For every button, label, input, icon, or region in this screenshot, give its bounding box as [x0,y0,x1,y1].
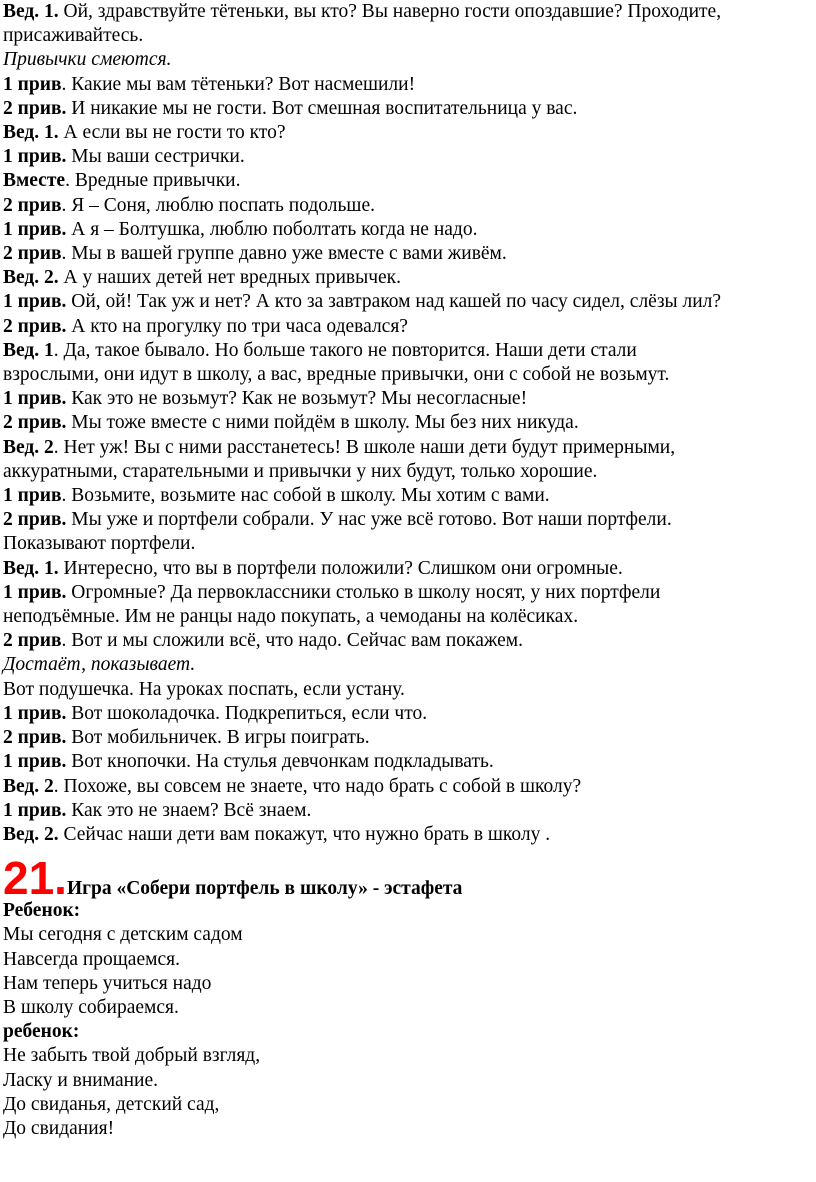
dialogue-line [3,750,813,774]
dialogue-line [3,653,813,677]
speaker-label: 1 прив. [3,581,67,603]
dialogue-text: Мы уже и портфели собрали. У нас уже всё готово. Вот наши портфели. [66,509,672,531]
speaker-label: 2 прив. [3,509,67,531]
dialogue-line [3,97,813,121]
speaker-label: 1 прив. [3,751,67,773]
dialogue-line [3,581,813,605]
dialogue-text: А если вы не гости то кто? [58,122,286,144]
dialogue-text: взрослыми, они идут в школу, а вас, вредные привычки, они с собой не возьмут. [3,364,670,386]
speaker-label: 1 прив [3,73,62,95]
dialogue-text: . Вот и мы сложили всё, что надо. Сейчас вам покажем. [61,630,523,652]
poem-line: До свидания! [3,1117,115,1139]
speaker-label: Вед. 2 [3,775,54,797]
poem-line: Навсегда прощаемся. [3,948,180,970]
section-number: 21. [3,852,67,905]
speaker-label: 1 прив. [3,146,67,168]
dialogue-text: Как это не знаем? Всё знаем. [66,799,312,821]
dialogue-text: А я – Болтушка, люблю поболтать когда не надо. [66,218,478,240]
speaker-label: Вед. 2. [3,267,59,289]
dialogue-block [3,0,813,847]
dialogue-line [3,678,813,702]
dialogue-line [3,411,813,435]
dialogue-text: Как это не возьмут? Как не возьмут? Мы несогласные! [66,388,528,410]
dialogue-text: Вот подушечка. На уроках поспать, если устану. [3,678,405,700]
dialogue-line [3,629,813,653]
speaker-label: 2 прив. [3,727,67,749]
speaker-label: Вместе [3,170,66,192]
dialogue-line [3,484,813,508]
dialogue-line [3,702,813,726]
speaker-label: 2 прив. [3,97,67,119]
dialogue-text: . Какие мы вам тётеньки? Вот насмешили! [61,73,416,95]
dialogue-text: . Да, такое бывало. Но больше такого не повторится. Наши дети стали [53,339,637,361]
dialogue-line [3,242,813,266]
dialogue-text: Показывают портфели. [3,533,196,555]
dialogue-line [3,387,813,411]
dialogue-line [3,0,813,24]
poem-line: До свиданья, детский сад, [3,1093,220,1115]
dialogue-line [3,145,813,169]
dialogue-line [3,775,813,799]
dialogue-line [3,218,813,242]
dialogue-text: Сейчас наши дети вам покажут, что нужно брать в школу . [58,823,551,845]
dialogue-text: Вот кнопочки. На стулья девчонкам подкладывать. [66,751,494,773]
dialogue-line [3,73,813,97]
dialogue-line [3,315,813,339]
dialogue-line [3,508,813,532]
dialogue-text: А кто на прогулку по три часа одевался? [66,315,408,337]
speaker-label: Вед. 1. [3,557,59,579]
dialogue-text: аккуратными, старательными и привычки у них будут, только хорошие. [3,460,598,482]
dialogue-text: А у наших детей нет вредных привычек. [58,267,402,289]
speaker-label: Вед. 1 [3,339,54,361]
dialogue-text: . Я – Соня, люблю поспать подольше. [61,194,375,216]
poem-line: Нам теперь учиться надо [3,972,212,994]
dialogue-text: неподъёмные. Им не ранцы надо покупать, а чемоданы на колёсиках. [3,606,579,628]
speaker-label: Вед. 2. [3,823,59,845]
speaker-label: 1 прив. [3,218,67,240]
dialogue-line [3,339,813,363]
stage-direction: Достаёт, показывает. [3,654,196,676]
speaker-label: 2 прив [3,243,62,265]
dialogue-line [3,436,813,460]
dialogue-text: Интересно, что вы в портфели положили? Слишком они огромные. [58,557,623,579]
dialogue-text: Мы ваши сестрички. [66,146,245,168]
dialogue-text: Ой, ой! Так уж и нет? А кто за завтраком над кашей по часу сидел, слёзы лил? [66,291,722,313]
dialogue-line [3,605,813,629]
section-title: Игра «Собери портфель в школу» - эстафета [66,878,463,900]
document-page [3,0,813,1141]
dialogue-text: И никакие мы не гости. Вот смешная воспитательница у вас. [66,97,578,119]
poem-speaker: Ребенок: [3,900,81,922]
poem-line: Не забыть твой добрый взгляд, [3,1045,261,1067]
dialogue-text: . Возьмите, возьмите нас собой в школу. Мы хотим с вами. [61,485,550,507]
dialogue-line [3,169,813,193]
dialogue-text: Огромные? Да первоклассники столько в школу носят, у них портфели [66,581,661,603]
speaker-label: 2 прив [3,630,62,652]
poem-speaker: ребенок: [3,1021,80,1043]
dialogue-line [3,460,813,484]
dialogue-line [3,823,813,847]
speaker-label: 2 прив [3,194,62,216]
dialogue-line [3,121,813,145]
speaker-label: 1 прив. [3,388,67,410]
poem-block [3,899,813,1141]
dialogue-text: Ой, здравствуйте тётеньки, вы кто? Вы наверно гости опоздавшие? Проходите, [58,1,722,22]
dialogue-text: . Нет уж! Вы с ними расстанетесь! В школе наши дети будут примерными, [53,436,676,458]
poem-line: В школу собираемся. [3,996,179,1018]
speaker-label: Вед. 1. [3,1,59,22]
speaker-label: 2 прив. [3,412,67,434]
dialogue-text: . Вредные привычки. [65,170,241,192]
speaker-label: 1 прив. [3,799,67,821]
dialogue-line [3,290,813,314]
poem-line: Мы сегодня с детским садом [3,924,243,946]
section-heading [3,852,813,905]
dialogue-line [3,363,813,387]
dialogue-text: . Похоже, вы совсем не знаете, что надо брать с собой в школу? [53,775,582,797]
stage-direction: Привычки смеются. [3,49,172,71]
speaker-label: Вед. 2 [3,436,54,458]
dialogue-text: присаживайтесь. [3,25,144,47]
speaker-label: 1 прив. [3,291,67,313]
dialogue-text: Вот мобильничек. В игры поиграть. [66,727,370,749]
dialogue-text: . Мы в вашей группе давно уже вместе с вами живём. [61,243,507,265]
dialogue-line [3,532,813,556]
dialogue-text: Вот шоколадочка. Подкрепиться, если что. [66,702,428,724]
dialogue-line [3,266,813,290]
dialogue-line [3,557,813,581]
poem-line: Ласку и внимание. [3,1069,159,1091]
dialogue-line [3,799,813,823]
dialogue-line [3,48,813,72]
speaker-label: 2 прив. [3,315,67,337]
dialogue-text: Мы тоже вместе с ними пойдём в школу. Мы без них никуда. [66,412,579,434]
speaker-label: 1 прив [3,485,62,507]
speaker-label: Вед. 1. [3,122,59,144]
dialogue-line [3,194,813,218]
dialogue-line [3,24,813,48]
speaker-label: 1 прив. [3,702,67,724]
dialogue-line [3,726,813,750]
